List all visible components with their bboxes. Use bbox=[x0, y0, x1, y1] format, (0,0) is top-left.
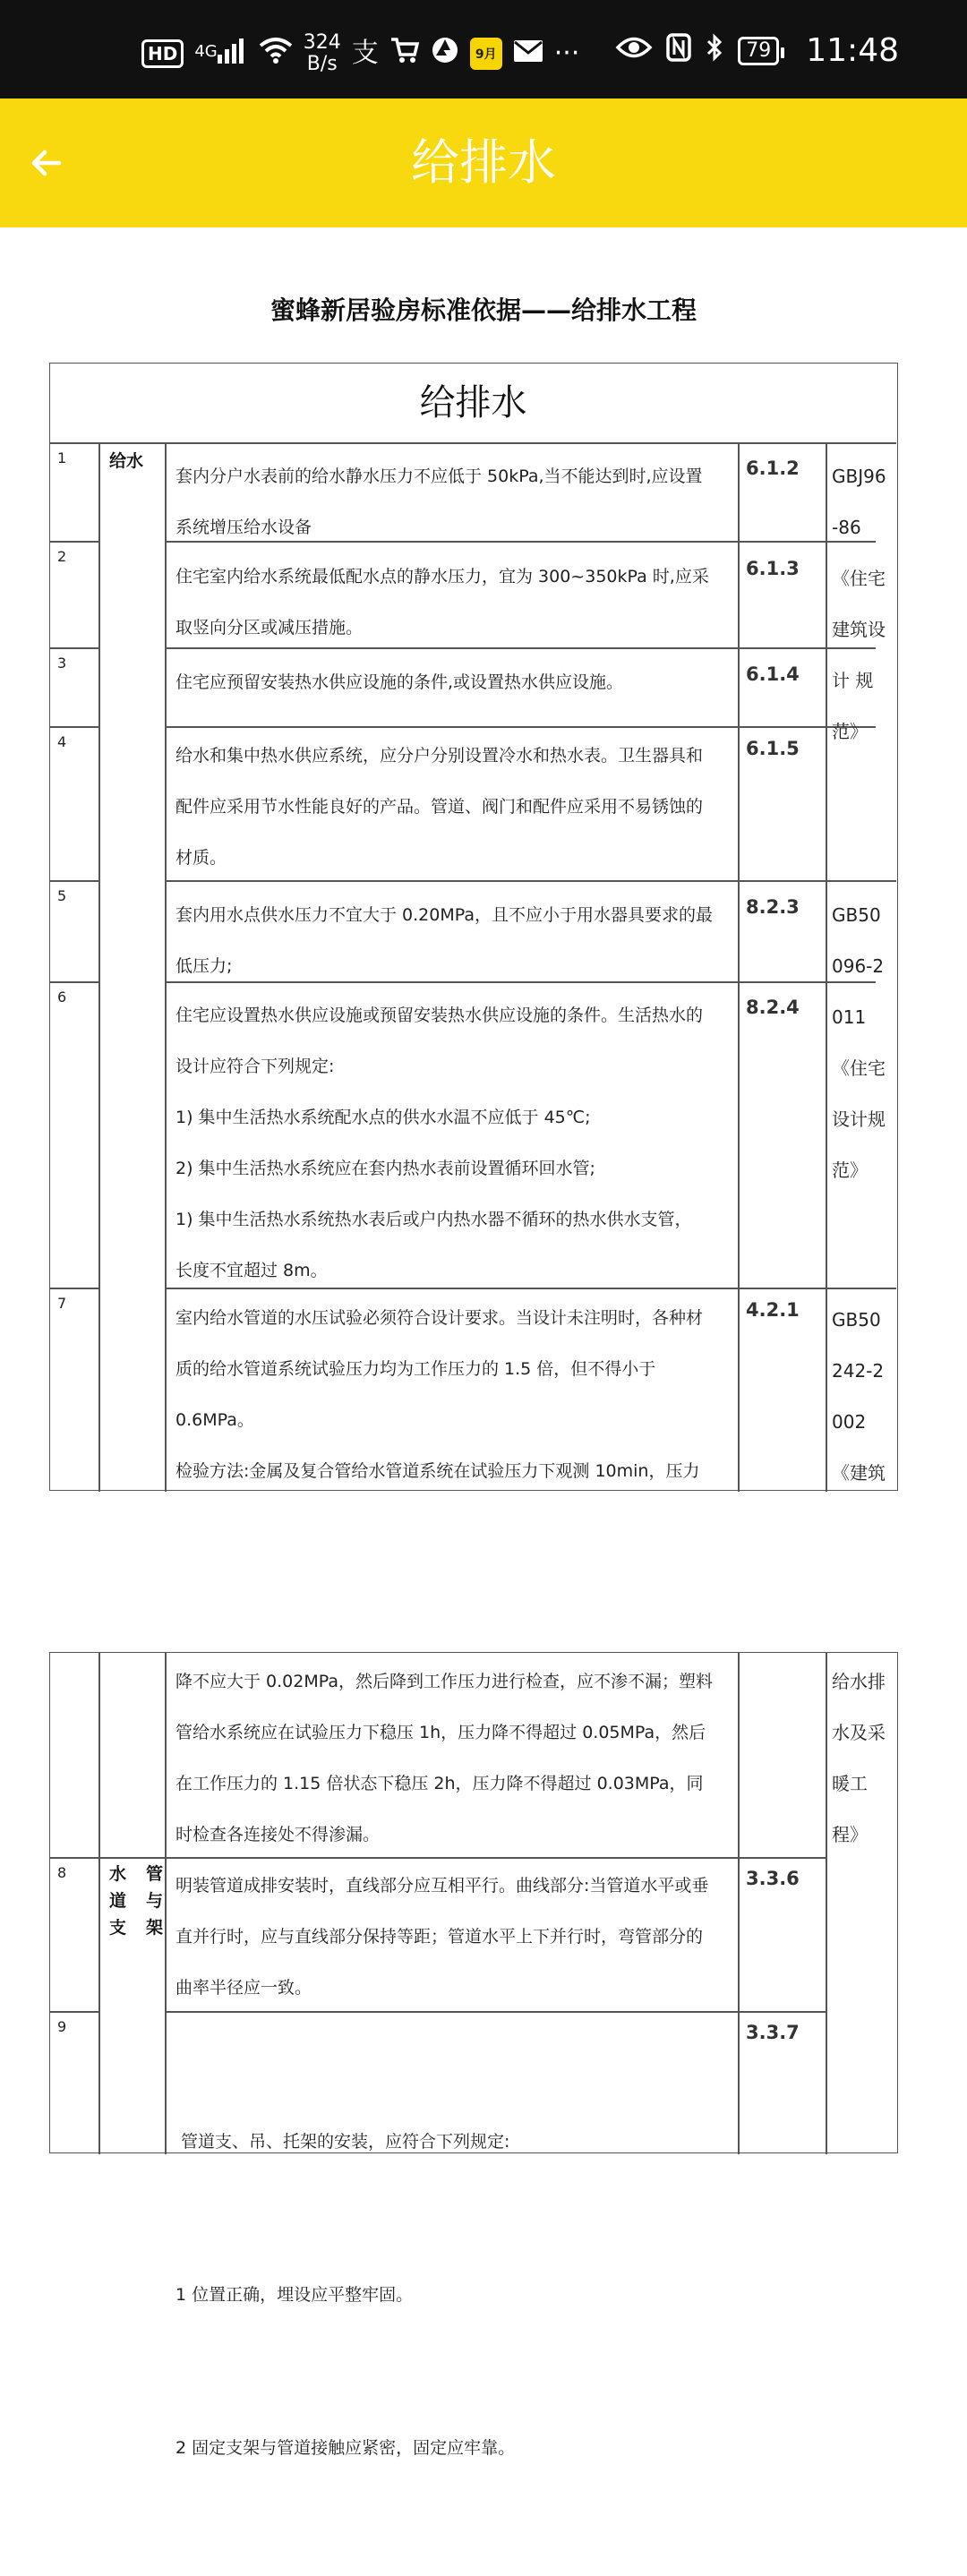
standard-line: 计 规 bbox=[832, 670, 874, 691]
app-header bbox=[0, 98, 967, 227]
category-label bbox=[109, 1861, 163, 1941]
requirement-line: 长度不宜超过 8m。 bbox=[175, 1261, 328, 1280]
standard-line: GB50 bbox=[832, 904, 881, 926]
row-number: 6 bbox=[57, 988, 67, 1006]
standard-line: 设计规 bbox=[832, 1108, 886, 1130]
app-notification-icon: 9月 bbox=[470, 38, 502, 70]
page-title: 给排水 bbox=[411, 134, 556, 191]
row-number: 1 bbox=[57, 449, 67, 466]
requirement-line: 1) 集中生活热水系统配水点的供水水温不应低于 45℃; bbox=[175, 1108, 591, 1127]
clause-number: 6.1.5 bbox=[746, 738, 800, 759]
requirement-text bbox=[175, 1861, 783, 2014]
requirement-line: 2) 集中生活热水系统应在套内热水表前设置循环回水管; bbox=[175, 1159, 595, 1178]
standard-line: 242-2 bbox=[832, 1360, 885, 1382]
standards-table-page-2 bbox=[49, 1652, 898, 2458]
row-number: 9 bbox=[57, 2018, 67, 2035]
requirement-line: 在工作压力的 1.15 倍状态下稳压 2h，压力降不得超过 0.03MPa，同 bbox=[175, 1774, 704, 1793]
category-line: 道 与 bbox=[109, 1891, 163, 1911]
rate-unit: B/s bbox=[306, 53, 338, 75]
clause-number: 4.2.1 bbox=[746, 1299, 800, 1321]
requirement-line: 时检查各连接处不得渗漏。 bbox=[175, 1825, 381, 1844]
standard-line: GBJ96 bbox=[832, 466, 886, 487]
standard-line: 《住宅 bbox=[832, 568, 886, 589]
clause-number: 8.2.4 bbox=[746, 997, 800, 1018]
standard-line: 096-2 bbox=[832, 955, 885, 977]
clause-number: 6.1.4 bbox=[746, 663, 800, 685]
more-icon: ··· bbox=[553, 38, 580, 69]
standard-line: 范》 bbox=[832, 721, 868, 742]
network-rate bbox=[304, 32, 341, 75]
requirement-line: 降不应大于 0.02MPa，然后降到工作压力进行检查，应不渗不漏；塑料 bbox=[175, 1672, 713, 1691]
requirement-line: 直并行时，应与直线部分保持等距；管道水平上下并行时，弯管部分的 bbox=[175, 1927, 704, 1947]
row-number: 5 bbox=[57, 887, 67, 904]
signal-icon bbox=[194, 37, 247, 71]
standards-table-page-1 bbox=[49, 363, 898, 1491]
cart-icon bbox=[389, 37, 420, 71]
requirement-text bbox=[175, 731, 783, 884]
requirement-continuation bbox=[175, 1656, 783, 1861]
alipay-icon: 支 bbox=[351, 38, 379, 69]
standard-reference bbox=[832, 890, 896, 1196]
network-type: 4G bbox=[194, 42, 218, 61]
standard-line: 011 bbox=[832, 1006, 867, 1028]
requirement-line: 给水和集中热水供应系统，应分户分别设置冷水和热水表。卫生器具和 bbox=[175, 746, 704, 766]
row-number: 7 bbox=[57, 1295, 67, 1312]
clock: 11:48 bbox=[806, 32, 899, 69]
requirement-line: 套内分户水表前的给水静水压力不应低于 50kPa,当不能达到时,应设置 bbox=[175, 466, 703, 486]
bluetooth-icon bbox=[706, 33, 723, 69]
requirement-line: 2 固定支架与管道接触应紧密，固定应牢靠。 bbox=[175, 2438, 516, 2458]
row-number: 2 bbox=[57, 548, 67, 565]
category-line: 水 管 bbox=[109, 1864, 163, 1884]
standard-line: 暖工 bbox=[832, 1773, 868, 1794]
category-label: 给水 bbox=[109, 451, 144, 471]
standard-line: 建筑设 bbox=[832, 619, 886, 640]
requirement-line: 套内用水点供水压力不宜大于 0.20MPa，且不应小于用水器具要求的最 bbox=[175, 905, 713, 925]
requirement-line: 住宅室内给水系统最低配水点的静水压力，宜为 300~350kPa 时,应采 bbox=[175, 567, 709, 586]
clause-number: 6.1.3 bbox=[746, 558, 800, 579]
standard-line: 给水排 bbox=[832, 1671, 886, 1692]
requirement-text bbox=[175, 890, 783, 992]
standard-line: -86 bbox=[832, 517, 861, 538]
standard-line: 程》 bbox=[832, 1824, 868, 1845]
requirement-line: 管道支、吊、托架的安装，应符合下列规定: bbox=[175, 2132, 510, 2152]
table-caption: 给排水 bbox=[419, 382, 527, 424]
rate-value: 324 bbox=[303, 31, 341, 54]
requirement-text bbox=[175, 451, 783, 553]
category-line: 支架 bbox=[109, 1918, 163, 1938]
requirement-line: 检验方法:金属及复合管给水管道系统在试验压力下观测 10min，压力 bbox=[175, 1461, 700, 1481]
wifi-icon bbox=[259, 37, 293, 71]
requirement-line: 曲率半径应一致。 bbox=[175, 1978, 312, 1998]
row-number: 3 bbox=[57, 655, 67, 672]
requirement-line: 低压力; bbox=[175, 956, 233, 976]
standard-reference bbox=[832, 451, 896, 757]
requirement-line: 管给水系统应在试验压力下稳压 1h，压力降不得超过 0.05MPa，然后 bbox=[175, 1723, 706, 1742]
requirement-line: 配件应采用节水性能良好的产品。管道、阀门和配件应采用不易锈蚀的 bbox=[175, 797, 704, 817]
standard-reference bbox=[832, 1295, 896, 1499]
requirement-line: 材质。 bbox=[175, 848, 227, 868]
requirement-line: 住宅应预留安装热水供应设施的条件,或设置热水供应设施。 bbox=[175, 672, 624, 692]
requirement-line: 1 位置正确，埋设应平整牢固。 bbox=[175, 2285, 414, 2305]
clause-number: 8.2.3 bbox=[746, 896, 800, 918]
standard-line: GB50 bbox=[832, 1309, 881, 1331]
clause-number: 3.3.6 bbox=[746, 1868, 800, 1889]
clause-number: 6.1.2 bbox=[746, 458, 800, 479]
eye-icon bbox=[616, 35, 652, 66]
requirement-line: 质的给水管道系统试验压力均为工作压力的 1.5 倍，但不得小于 bbox=[175, 1359, 656, 1379]
standard-reference bbox=[832, 1656, 896, 1861]
status-right bbox=[616, 32, 899, 69]
requirement-line: 室内给水管道的水压试验必须符合设计要求。当设计未注明时，各种材 bbox=[175, 1308, 704, 1328]
requirement-text bbox=[175, 1293, 783, 1497]
document-title: 蜜蜂新居验房标准依据——给排水工程 bbox=[270, 295, 697, 325]
nfc-icon bbox=[666, 33, 691, 69]
requirement-line: 系统增压给水设备 bbox=[175, 518, 312, 537]
hd-badge: HD bbox=[141, 39, 184, 68]
standard-line: 水及采 bbox=[832, 1722, 886, 1743]
row-number: 4 bbox=[57, 733, 67, 750]
clause-number: 3.3.7 bbox=[746, 2022, 800, 2043]
status-bar bbox=[0, 0, 967, 98]
requirement-text bbox=[175, 2015, 783, 2576]
requirement-text bbox=[175, 990, 783, 1297]
camera-shutter-icon bbox=[431, 36, 459, 72]
requirement-line: 设计应符合下列规定: bbox=[175, 1057, 335, 1076]
standard-line: 《住宅 bbox=[832, 1057, 886, 1079]
standard-line: 《建筑 bbox=[832, 1462, 886, 1484]
requirement-line: 取竖向分区或减压措施。 bbox=[175, 618, 364, 638]
requirement-line: 明装管道成排安装时，直线部分应互相平行。曲线部分:当管道水平或垂 bbox=[175, 1876, 709, 1896]
requirement-text bbox=[175, 657, 783, 708]
standard-line: 002 bbox=[832, 1411, 867, 1433]
battery-indicator: 79 bbox=[738, 37, 779, 65]
standard-line: 范》 bbox=[832, 1160, 868, 1181]
row-number: 8 bbox=[57, 1864, 67, 1881]
requirement-line: 0.6MPa。 bbox=[175, 1410, 254, 1430]
requirement-text bbox=[175, 552, 783, 654]
requirement-line: 1) 集中生活热水系统热水表后或户内热水器不循环的热水供水支管， bbox=[175, 1210, 692, 1229]
status-left bbox=[141, 32, 579, 75]
requirement-line: 住宅应设置热水供应设施或预留安装热水供应设施的条件。生活热水的 bbox=[175, 1006, 704, 1025]
mail-icon bbox=[513, 39, 543, 70]
